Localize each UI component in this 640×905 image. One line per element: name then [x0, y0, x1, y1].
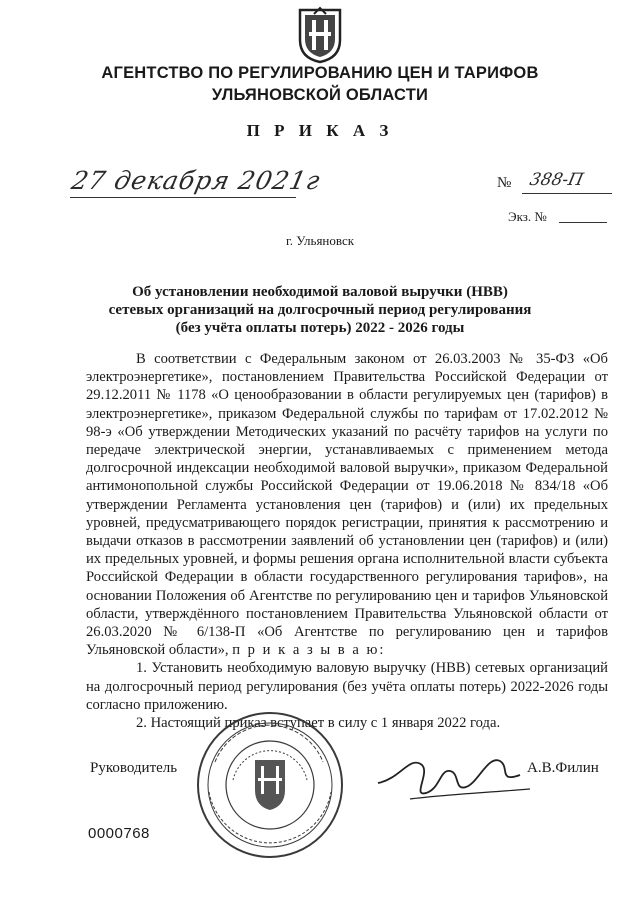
coat-of-arms-emblem [292, 6, 348, 64]
preamble-text: В соответствии с Федеральным законом от 26.03.2003 № 35-ФЗ «Об электроэнергетике», постановлением Правительства Российской Федерации от 29.12.2011 № 1178 «О ценообразовании в области регулируемых цен (тарифов) в электроэнергетике», приказом Федеральной службы по тарифам от 17.02.2012 № 98-э «Об утверждении Методических указаний по расчёту тарифов на услуги по передаче электрической энергии, устанавливаемых с применением метода долгосрочной индексации необходимой валовой выручки», приказом Федеральной антимонопольной службы Российской Федерации от 19.06.2018 № 834/18 «Об утверждении Регламента установления цен (тарифов) и (или) их предельных уровней, предусматривающего порядок регистрации, принятия к рассмотрению и выдачи отказов в рассмотрении заявлений об установлении цен (тарифов) и (или) их предельных уровней, и формы решения органа исполнительной власти субъекта Российской Федерации в области государственного регулирования тарифов», на основании Положения об Агентстве по регулированию цен и тарифов Ульяновской области, утверждённого постановлением Правительства Ульяновской области от 26.03.2020 № 6/138-П «Об Агентстве по регулированию цен и тарифов Ульяновской области», [86, 351, 608, 659]
document-body [86, 350, 608, 732]
number-underline [522, 193, 612, 194]
order-word: п р и к а з ы в а ю: [232, 642, 386, 659]
preamble-paragraph [86, 350, 608, 659]
signer-name: А.В.Филин [527, 760, 599, 776]
number-label: № [497, 175, 512, 191]
subject-line2: сетевых организаций на долгосрочный период регулирования [108, 302, 532, 318]
order-item-1: 1. Установить необходимую валовую выручку (НВВ) сетевых организаций на долгосрочный период регулирования (без учёта оплаты потерь) 2022-2026 годы согласно приложению. [86, 660, 608, 713]
copy-number-label: Экз. № [508, 209, 547, 224]
registration-number: 0000768 [88, 825, 150, 842]
official-seal-stamp [195, 710, 345, 860]
city: г. Ульяновск [285, 233, 355, 248]
document-type-title: П Р И К А З [246, 121, 394, 140]
order-item-2: 2. Настоящий приказ вступает в силу с 1 января 2022 года. [136, 715, 501, 732]
handwritten-number: 388-П [527, 170, 586, 190]
agency-name [40, 62, 600, 106]
handwritten-signature [370, 735, 540, 815]
date-underline [70, 197, 296, 198]
handwritten-date: 27 декабря 2021г [68, 166, 324, 195]
document-subject [90, 283, 550, 337]
copy-number-underline [559, 222, 607, 223]
subject-line3: (без учёта оплаты потерь) 2022 - 2026 годы [175, 320, 465, 336]
agency-name-line1: АГЕНТСТВО ПО РЕГУЛИРОВАНИЮ ЦЕН И ТАРИФОВ [101, 64, 539, 82]
signer-role: Руководитель [90, 760, 178, 776]
subject-line1: Об установлении необходимой валовой выручки (НВВ) [132, 284, 508, 300]
agency-name-line2: УЛЬЯНОВСКОЙ ОБЛАСТИ [211, 86, 429, 104]
